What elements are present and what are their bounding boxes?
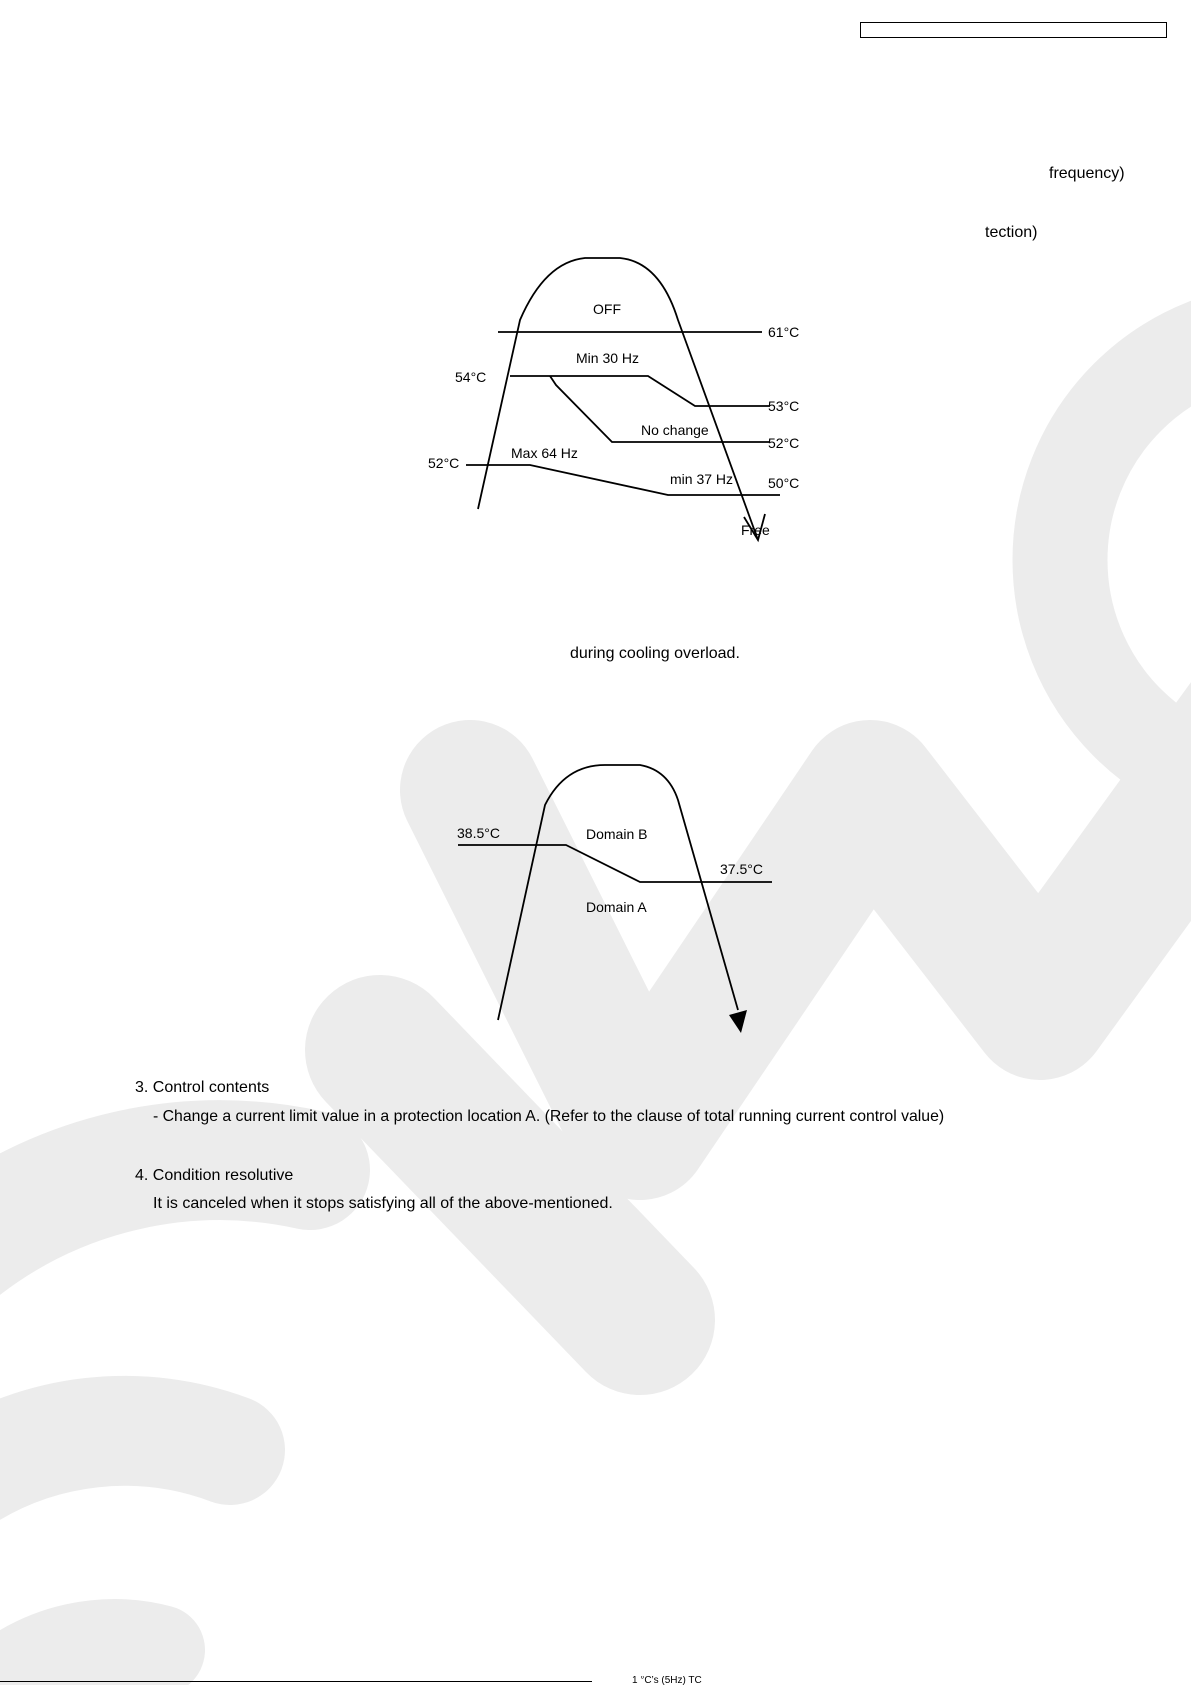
label-no-change: No change [641, 422, 709, 438]
condition-resolutive-heading: 4. Condition resolutive [135, 1167, 294, 1184]
label-min-30hz: Min 30 Hz [576, 350, 640, 366]
footer-fragment: 1 °C’s (5Hz) TC [632, 1676, 702, 1685]
label-max-64hz: Max 64 Hz [511, 445, 578, 461]
temp-38-5c: 38.5°C [457, 825, 500, 841]
control-contents-heading: 3. Control contents [135, 1079, 270, 1096]
label-free: Free [741, 522, 770, 538]
temp-54c: 54°C [455, 369, 487, 385]
line-54c-to-53c [510, 376, 770, 406]
domain-curve [498, 765, 738, 1020]
domain-diagram [450, 755, 790, 1035]
cooling-overload-fragment: during cooling overload. [570, 645, 740, 662]
condition-resolutive-body: It is canceled when it stops satisfying all of the above-mentioned. [153, 1195, 613, 1212]
label-domain-a: Domain A [586, 899, 647, 915]
temp-53c: 53°C [768, 398, 800, 414]
label-min-37hz: min 37 Hz [670, 471, 734, 487]
temp-52c-right: 52°C [768, 435, 800, 451]
protection-fragment: tection) [985, 224, 1038, 241]
protection-zone-diagram [420, 250, 820, 550]
domain-arrowhead [729, 1010, 747, 1033]
footer-rule [0, 1681, 592, 1682]
label-domain-b: Domain B [586, 826, 648, 842]
temp-61c: 61°C [768, 324, 800, 340]
frequency-fragment: frequency) [1049, 165, 1125, 182]
label-off: OFF [593, 301, 621, 317]
header-box [860, 22, 1167, 38]
temp-50c: 50°C [768, 475, 800, 491]
temp-52c-left: 52°C [428, 455, 460, 471]
control-contents-body: - Change a current limit value in a protection location A. (Refer to the clause of total running current control value) [153, 1108, 945, 1125]
temp-37-5c: 37.5°C [720, 861, 763, 877]
